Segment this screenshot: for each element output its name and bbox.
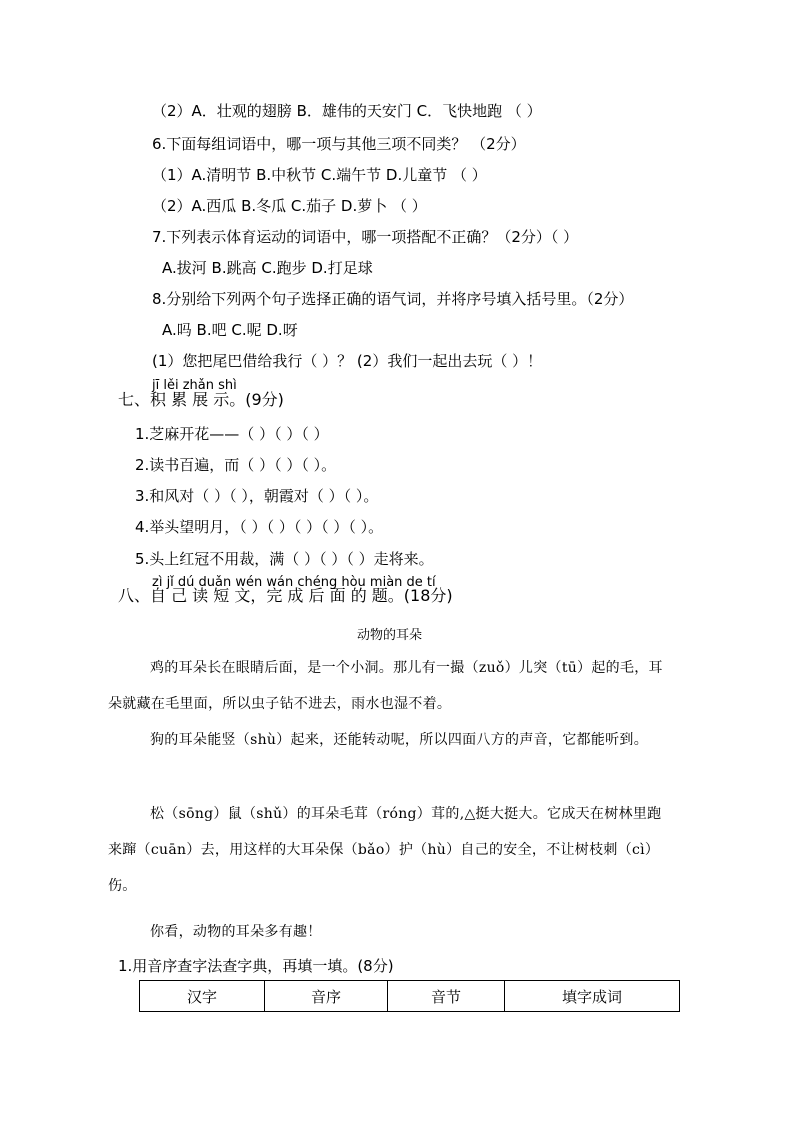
q8-stem: 8.分别给下列两个句子选择正确的语气词，并将序号填入括号里。（2分） <box>152 290 634 308</box>
passage-paragraph-3: 松（sōng）鼠（shǔ）的耳朵毛茸（róng）茸的,△挺大挺大。它成天在树林里跑来蹿（cuān）去，用这样的大耳朵保（bǎo）护（hù）自己的安全，不让树枝刺（cì）伤。 <box>108 806 662 894</box>
sec7-pinyin: jī lěi zhǎn shì <box>152 378 237 393</box>
q6-row-2: （2）A.西瓜 B.冬瓜 C.茄子 D.萝卜 （ ） <box>152 197 427 215</box>
table-header-hanzi: 汉字 <box>140 981 265 1012</box>
sec8-title: 八、自 己 读 短 文，完 成 后 面 的 题。(18分) <box>118 586 453 605</box>
table-header-yinjie: 音节 <box>388 981 505 1012</box>
sec8-pinyin: zì jǐ dú duǎn wén wán chéng hòu miàn de tí <box>152 575 436 590</box>
sec7-item-4: 4.举头望明月，（ ）（ ）（ ）（ ）（ ）。 <box>135 518 384 536</box>
q7-options: A.拔河 B.跳高 C.跑步 D.打足球 <box>162 259 373 277</box>
sec7-item-1: 1.芝麻开花——（ ）（ ）（ ） <box>135 425 329 443</box>
sec7-title: 七、积 累 展 示。(9分) <box>118 390 284 409</box>
dictionary-table <box>139 980 680 1012</box>
passage-paragraph-1: 鸡的耳朵长在眼睛后面，是一个小洞。那儿有一撮（zuǒ）儿突（tū）起的毛，耳朵就藏在毛里面，所以虫子钻不进去，雨水也湿不着。 <box>108 660 663 712</box>
sec7-item-2: 2.读书百遍，而（ ）（ ）（ ）。 <box>135 456 337 474</box>
q6-stem: 6.下面每组词语中，哪一项与其他三项不同类？ （2分） <box>152 135 526 153</box>
sec7-item-3: 3.和风对（ ）（ ），朝霞对（ ）（ ）。 <box>135 487 379 505</box>
passage-paragraph-2: 狗的耳朵能竖（shù）起来，还能转动呢，所以四面八方的声音，它都能听到。 <box>150 732 649 748</box>
q7-stem: 7.下列表示体育运动的词语中，哪一项搭配不正确？（2分）（ ） <box>152 228 579 246</box>
q8-options: A.吗 B.吧 C.呢 D.呀 <box>162 321 298 339</box>
passage-title: 动物的耳朵 <box>357 628 423 643</box>
q5-item-2: （2）A．壮观的翅膀 B．雄伟的天安门 C．飞快地跑 （ ） <box>152 102 542 120</box>
table-header-yinxu: 音序 <box>265 981 388 1012</box>
table-header-row <box>140 981 680 1012</box>
q6-row-1: （1）A.清明节 B.中秋节 C.端午节 D.儿童节 （ ） <box>152 166 487 184</box>
q8-sentences: (1）您把尾巴借给我行（ ）？ (2）我们一起出去玩（ ）！ <box>152 352 543 370</box>
passage-paragraph-4: 你看，动物的耳朵多有趣！ <box>150 924 322 940</box>
sec7-item-5: 5.头上红冠不用裁，满（ ）（ ）（ ）走将来。 <box>135 550 434 568</box>
table-header-tianzi: 填字成词 <box>505 981 680 1012</box>
q1-stem: 1.用音序查字法查字典，再填一填。(8分) <box>118 957 394 975</box>
